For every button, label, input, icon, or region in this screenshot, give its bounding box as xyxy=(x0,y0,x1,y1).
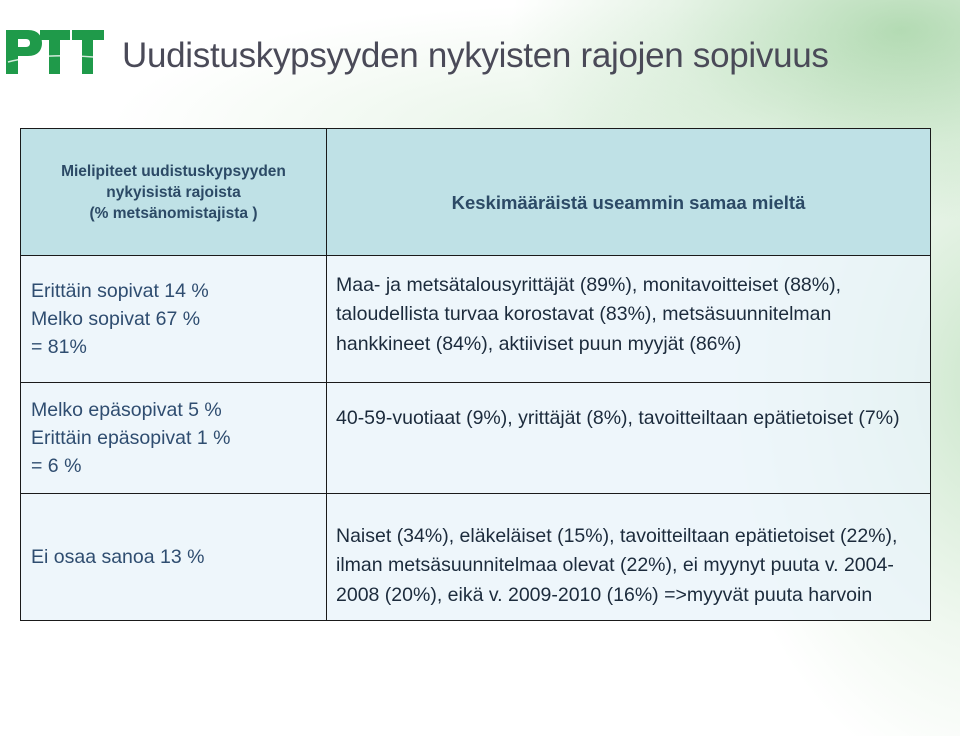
opinion-line: Melko epäsopivat 5 % xyxy=(31,399,222,421)
table-header-row xyxy=(21,129,931,256)
left-header-line: nykyisistä rajoista xyxy=(106,183,241,201)
table-row xyxy=(21,256,931,383)
group-cell xyxy=(327,383,931,494)
group-text: Maa- ja metsätalousyrittäjät (89%), monitavoitteiset (88%), taloudellista turvaa korostavat (83%), metsäsuunnitelman hankkineet (84%), aktiiviset puun myyjät (86%) xyxy=(336,273,842,355)
left-header-line: (% metsänomistajista ) xyxy=(89,204,258,222)
opinion-line: Melko sopivat 67 % xyxy=(31,308,201,330)
page-title: Uudistuskypsyyden nykyisten rajojen sopivuus xyxy=(122,36,829,75)
ptt-logo xyxy=(6,22,106,78)
opinion-cell xyxy=(21,383,327,494)
group-cell xyxy=(327,494,931,621)
table-row xyxy=(21,383,931,494)
opinion-cell xyxy=(21,494,327,621)
group-text: Naiset (34%), eläkeläiset (15%), tavoitteiltaan epätietoiset (22%), ilman metsäsuunnitelmaa olevat (22%), ei myynyt puuta v. 2004-2008 (20%), eikä v. 2009-2010 (16%) =>myyvät puuta harvoin xyxy=(336,524,898,606)
opinion-line: Erittäin epäsopivat 1 % xyxy=(31,427,231,449)
table-row xyxy=(21,494,931,621)
opinion-table xyxy=(20,128,931,621)
group-cell xyxy=(327,256,931,383)
left-column-header xyxy=(21,129,327,256)
right-column-header: Keskimääräistä useammin samaa mieltä xyxy=(327,129,931,256)
group-text: 40-59-vuotiaat (9%), yrittäjät (8%), tavoitteiltaan epätietoiset (7%) xyxy=(336,407,900,429)
opinion-cell xyxy=(21,256,327,383)
left-header-line: Mielipiteet uudistuskypsyyden xyxy=(61,162,286,180)
opinion-line: Ei osaa sanoa 13 % xyxy=(31,546,205,568)
opinion-line: = 81% xyxy=(31,336,87,358)
opinion-line: = 6 % xyxy=(31,455,82,477)
opinion-line: Erittäin sopivat 14 % xyxy=(31,280,209,302)
